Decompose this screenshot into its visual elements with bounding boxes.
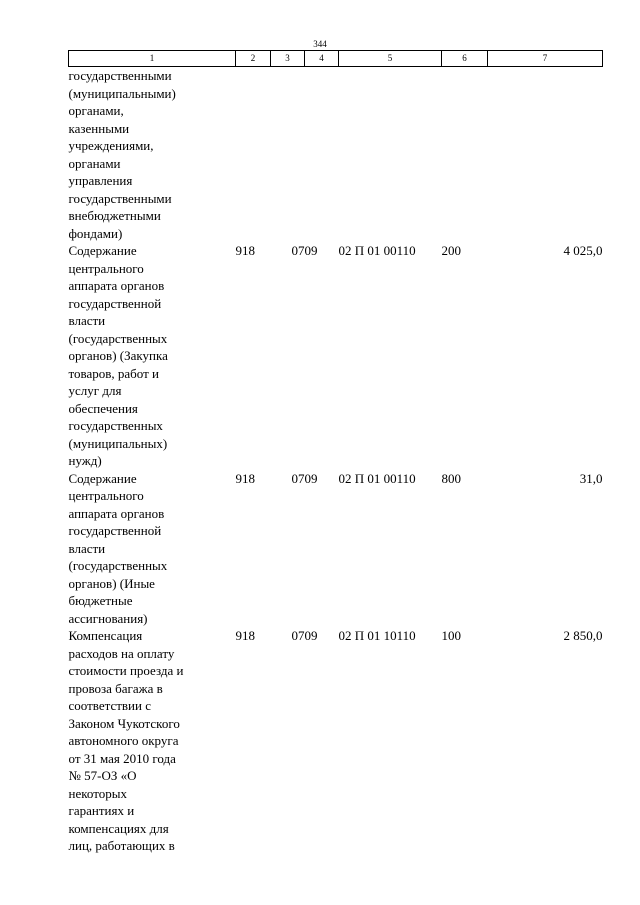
header-col-6: 6 [442, 51, 488, 67]
row-name-line: органов) (Закупка [68, 348, 168, 363]
amount-cell: 31,0 [579, 470, 603, 486]
row-name-line: автономного округа [68, 733, 179, 748]
row-name-line: (государственных [68, 330, 168, 346]
header-col-1: 1 [69, 51, 236, 67]
table-row [69, 67, 603, 243]
row-name-line: внебюджетными [68, 208, 161, 223]
page-number: 344 [313, 39, 327, 49]
admin-code-cell [236, 67, 271, 243]
admin-code-cell: 918 [235, 628, 255, 643]
row-name-line: (муниципальных) [68, 435, 168, 451]
expense-type-cell: 800 [441, 470, 461, 486]
row-name-line: компенсациях для [68, 820, 169, 836]
row-name-line: власти [68, 540, 106, 556]
row-name-line: товаров, работ и [68, 365, 159, 381]
subsection-code-cell [305, 67, 339, 243]
row-name-line: соответствии с [68, 698, 151, 713]
admin-code-cell: 918 [235, 470, 255, 486]
row-name-line: стоимости проезда и [68, 663, 184, 678]
amount-cell [488, 67, 603, 243]
row-name-line: лиц, работающих в [68, 838, 175, 853]
amount-cell: 2 850,0 [563, 628, 603, 643]
header-col-2: 2 [236, 51, 271, 67]
expense-type-cell: 200 [441, 243, 461, 258]
row-name-cell [69, 67, 236, 243]
subsection-code-cell: 09 [304, 628, 318, 643]
target-article-cell: 02 П 01 00110 [338, 243, 416, 258]
subsection-code-cell: 09 [304, 470, 318, 486]
row-name-line: государственными [68, 68, 172, 83]
row-name-line: центрального [68, 260, 144, 276]
row-name-line: (муниципальными) [68, 85, 176, 101]
row-name-cell [69, 242, 236, 470]
row-name-line: органов) (Иные [68, 575, 155, 591]
subsection-code-cell: 09 [304, 243, 318, 258]
row-name-line: управления [68, 173, 133, 188]
row-name-line: ассигнования) [68, 610, 148, 626]
row-name-line: власти [68, 313, 106, 328]
row-name-line: аппарата органов [68, 505, 165, 521]
header-col-7: 7 [488, 51, 603, 67]
row-name-line: провоза багажа в [68, 680, 163, 696]
header-col-4: 4 [305, 51, 339, 67]
row-name-line: Содержание [68, 470, 137, 486]
row-name-line: услуг для [68, 383, 122, 398]
target-article-cell: 02 П 01 10110 [338, 628, 416, 643]
table-header-row [69, 51, 603, 67]
row-name-line: Законом Чукотского [68, 715, 180, 731]
table-row [69, 627, 603, 855]
row-name-line: учреждениями, [68, 138, 154, 153]
row-name-line: государственными [68, 190, 172, 206]
row-name-line: органами [68, 155, 121, 171]
row-name-line: от 31 мая 2010 года [68, 750, 176, 766]
row-name-line: № 57-ОЗ «О [68, 768, 137, 783]
row-name-line: аппарата органов [68, 278, 165, 293]
row-name-line: государственной [68, 295, 162, 311]
amount-cell: 4 025,0 [563, 243, 603, 258]
section-code-cell: 07 [291, 628, 305, 643]
row-name-line: нужд) [68, 453, 102, 468]
row-name-cell [69, 470, 236, 628]
header-col-3: 3 [271, 51, 305, 67]
budget-table [68, 50, 603, 855]
row-name-line: бюджетные [68, 593, 133, 608]
row-name-cell [69, 627, 236, 855]
table-row [69, 470, 603, 628]
table-row [69, 242, 603, 470]
target-article-cell [339, 67, 442, 243]
row-name-line: центрального [68, 488, 144, 503]
row-name-line: фондами) [68, 225, 123, 241]
section-code-cell: 07 [291, 470, 305, 486]
target-article-cell: 02 П 01 00110 [338, 470, 416, 486]
expense-type-cell [442, 67, 488, 243]
row-name-line: государственной [68, 523, 162, 538]
row-name-line: Компенсация [68, 628, 143, 643]
row-name-line: расходов на оплату [68, 645, 175, 661]
row-name-line: обеспечения [68, 400, 138, 416]
row-name-line: государственных [68, 418, 163, 433]
section-code-cell: 07 [291, 243, 305, 258]
row-name-line: органами, [68, 103, 124, 118]
row-name-line: гарантиях и [68, 803, 135, 818]
admin-code-cell: 918 [235, 243, 255, 258]
row-name-line: (государственных [68, 558, 168, 573]
row-name-line: некоторых [68, 785, 127, 801]
section-code-cell [271, 67, 305, 243]
header-col-5: 5 [339, 51, 442, 67]
row-name-line: Содержание [68, 243, 137, 258]
row-name-line: казенными [68, 120, 130, 136]
expense-type-cell: 100 [441, 628, 461, 643]
